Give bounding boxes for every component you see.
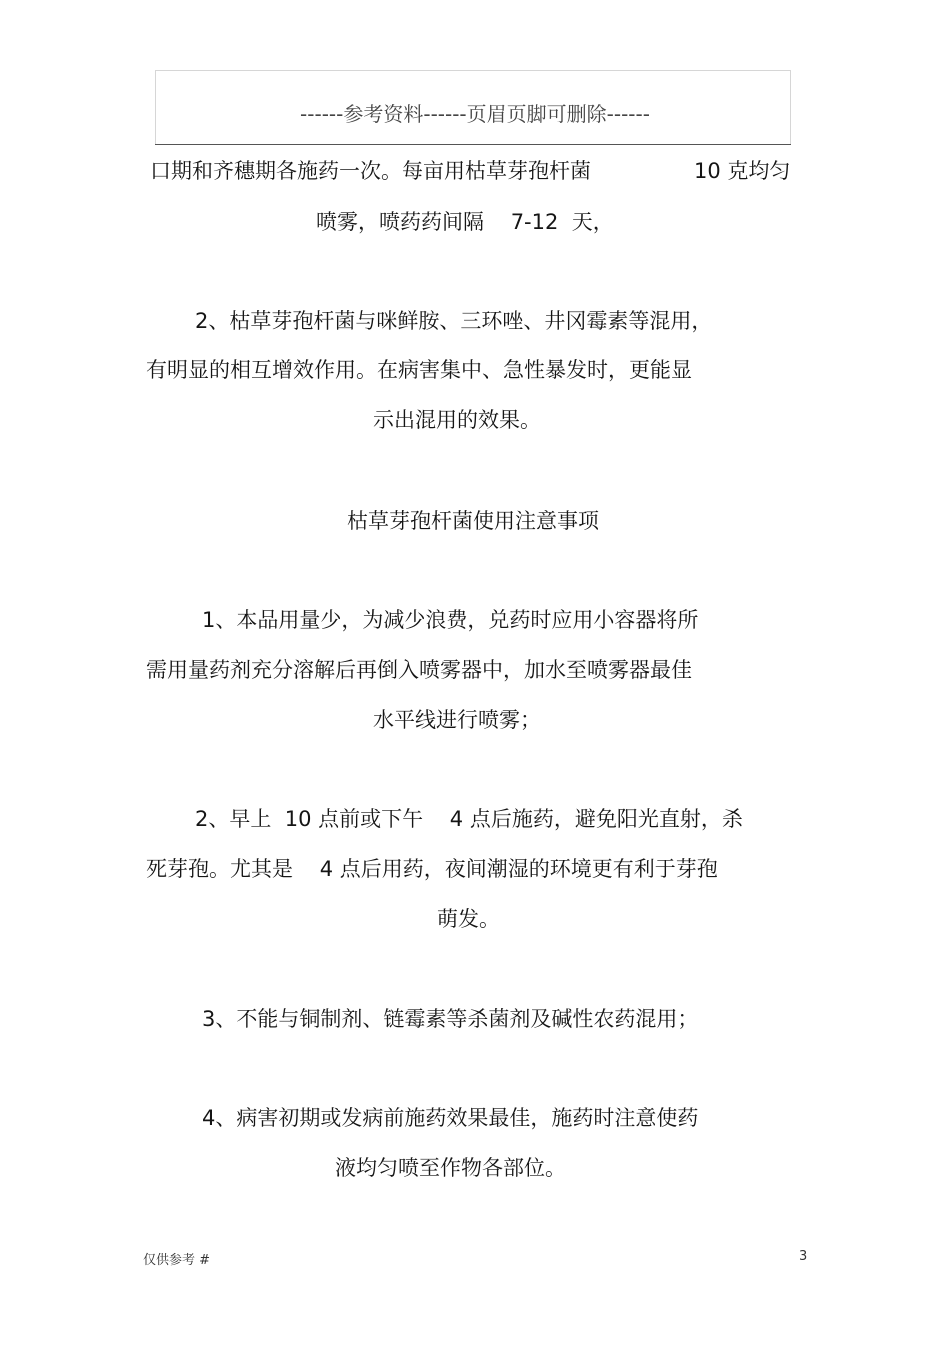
paragraph-4-line-1: 2、早上 10 点前或下午 4 点后施药，避免阳光直射，杀 bbox=[195, 807, 743, 831]
header-divider bbox=[155, 144, 791, 145]
page-header: ------参考资料------页眉页脚可删除------ bbox=[300, 102, 650, 126]
paragraph-1-line-1: 口期和齐穗期各施药一次。每亩用枯草芽孢杆菌 bbox=[150, 159, 591, 183]
paragraph-3-line-3: 水平线进行喷雾； bbox=[373, 708, 541, 732]
paragraph-3-line-1: 1、本品用量少，为减少浪费，兑药时应用小容器将所 bbox=[202, 608, 699, 632]
paragraph-6-line-1: 4、病害初期或发病前施药效果最佳，施药时注意使药 bbox=[202, 1106, 699, 1130]
page-number: 3 bbox=[799, 1249, 808, 1264]
paragraph-1-line-1-dose: 10 克均匀 bbox=[694, 159, 791, 183]
paragraph-4-line-2: 死芽孢。尤其是 4 点后用药，夜间潮湿的环境更有利于芽孢 bbox=[146, 857, 718, 881]
paragraph-5-line-1: 3、不能与铜制剂、链霉素等杀菌剂及碱性农药混用； bbox=[202, 1007, 699, 1031]
section-heading: 枯草芽孢杆菌使用注意事项 bbox=[347, 509, 599, 533]
paragraph-2-line-1: 2、枯草芽孢杆菌与咪鲜胺、三环唑、井冈霉素等混用， bbox=[195, 309, 713, 333]
paragraph-2-line-2: 有明显的相互增效作用。在病害集中、急性暴发时，更能显 bbox=[146, 358, 692, 382]
paragraph-2-line-3: 示出混用的效果。 bbox=[373, 408, 541, 432]
paragraph-1-line-2: 喷雾，喷药药间隔 7-12 天， bbox=[316, 210, 614, 234]
paragraph-6-line-2: 液均匀喷至作物各部位。 bbox=[335, 1156, 566, 1180]
paragraph-4-line-3: 萌发。 bbox=[437, 907, 500, 931]
paragraph-3-line-2: 需用量药剂充分溶解后再倒入喷雾器中，加水至喷雾器最佳 bbox=[146, 658, 692, 682]
footer-note: 仅供参考 # bbox=[143, 1253, 211, 1268]
